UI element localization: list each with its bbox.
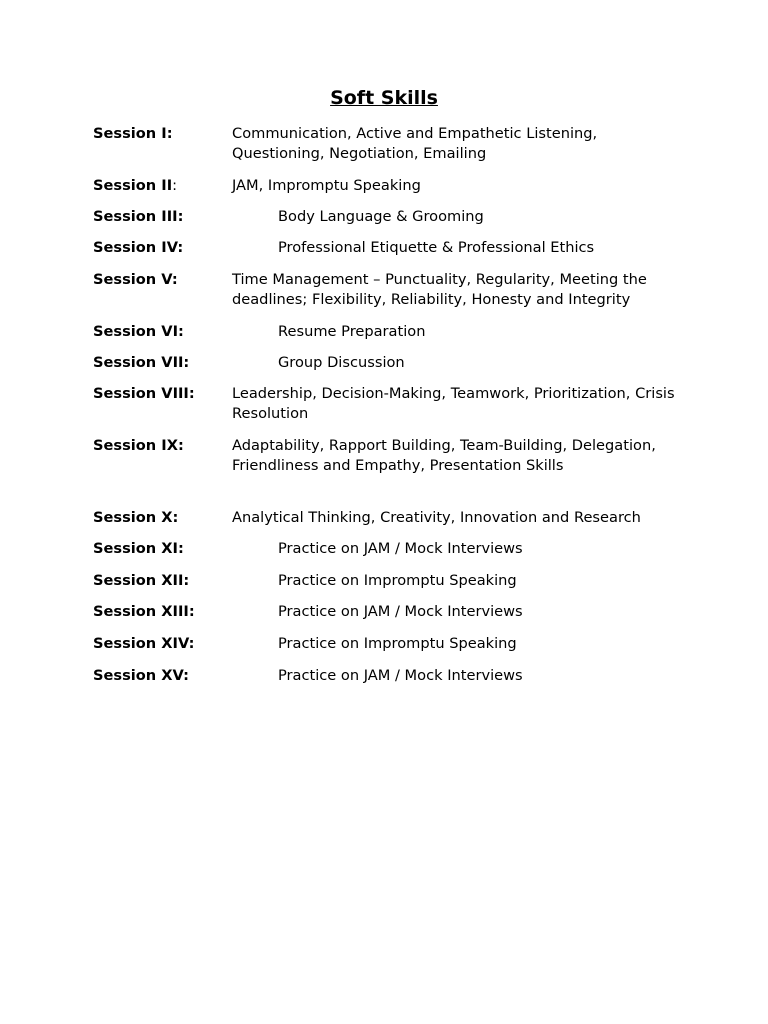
session-row	[93, 384, 693, 424]
session-label-colon: :	[172, 177, 178, 194]
session-label: Session I:	[93, 125, 173, 142]
session-label: Session III:	[93, 208, 184, 225]
session-row	[93, 571, 693, 591]
session-topic: Body Language & Grooming	[278, 208, 484, 225]
session-topic: Analytical Thinking, Creativity, Innovation and Research	[232, 509, 641, 526]
session-topic: JAM, Impromptu Speaking	[232, 177, 421, 194]
session-label: Session VII:	[93, 354, 190, 371]
session-row	[93, 602, 693, 622]
session-topic: Adaptability, Rapport Building, Team-Building, Delegation, Friendliness and Empathy, Presentation Skills	[232, 437, 656, 474]
session-row	[93, 666, 693, 686]
session-row	[93, 353, 693, 373]
session-label: Session X:	[93, 509, 179, 526]
page-title: Soft Skills	[330, 87, 438, 109]
session-label: Session XIII:	[93, 603, 195, 620]
session-row	[93, 322, 693, 342]
session-row	[93, 634, 693, 654]
session-label: Session IX:	[93, 437, 184, 454]
session-topic: Resume Preparation	[278, 323, 426, 340]
session-topic: Leadership, Decision-Making, Teamwork, Prioritization, Crisis Resolution	[232, 385, 675, 422]
session-topic: Communication, Active and Empathetic Listening, Questioning, Negotiation, Emailing	[232, 125, 598, 162]
session-label: Session XV:	[93, 667, 190, 684]
session-row	[93, 176, 693, 196]
session-label: Session VIII:	[93, 385, 195, 402]
session-row	[93, 436, 693, 476]
session-row	[93, 508, 693, 528]
session-label: Session VI:	[93, 323, 184, 340]
session-label-text: Session II	[93, 177, 173, 194]
session-topic: Practice on JAM / Mock Interviews	[278, 603, 523, 620]
session-topic: Time Management – Punctuality, Regularity, Meeting the deadlines; Flexibility, Reliability, Honesty and Integrity	[232, 271, 647, 308]
session-row	[93, 207, 693, 227]
session-label: Session XI:	[93, 540, 184, 557]
session-row	[93, 270, 693, 310]
session-label: Session XII:	[93, 572, 190, 589]
session-topic: Practice on JAM / Mock Interviews	[278, 667, 523, 684]
session-label: Session V:	[93, 271, 178, 288]
session-row	[93, 238, 693, 258]
session-topic: Practice on Impromptu Speaking	[278, 572, 517, 589]
session-topic: Professional Etiquette & Professional Ethics	[278, 239, 595, 256]
session-label: Session IV:	[93, 239, 184, 256]
session-row	[93, 539, 693, 559]
session-topic: Practice on Impromptu Speaking	[278, 635, 517, 652]
session-topic: Practice on JAM / Mock Interviews	[278, 540, 523, 557]
session-label	[93, 176, 233, 196]
session-topic: Group Discussion	[278, 354, 405, 371]
session-row	[93, 124, 693, 164]
session-label: Session XIV:	[93, 635, 195, 652]
